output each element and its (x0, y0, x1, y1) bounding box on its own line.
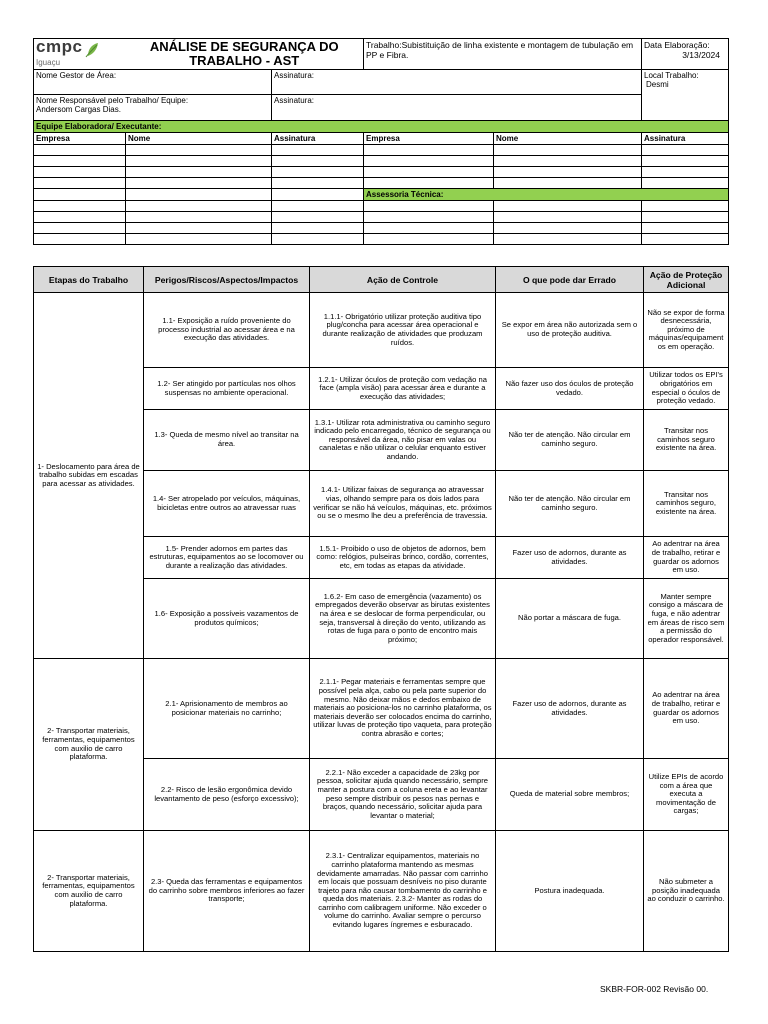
etapa-2: 2- Transportar materiais, ferramentas, equipamentos com auxilio de carro plataforma. (34, 659, 144, 831)
etapa-1: 1- Deslocamento para área de trabalho subidas em escadas para acessar as atividades. (34, 293, 144, 659)
protecao-cell: Ao adentrar na área de trabalho, retirar e guardar os adornos em uso. (644, 659, 729, 759)
perigo-cell: 1.1- Exposição a ruído proveniente do processo industrial ao acessar área e na execução das atividades. (144, 293, 310, 368)
equipe-row (34, 178, 729, 189)
equipe-row (34, 167, 729, 178)
page-title-cell (126, 39, 364, 70)
logo (34, 36, 126, 70)
acao-cell: 1.6.2- Em caso de emergência (vazamento) os empregados deverão observar as birutas existentes na área e se deslocar de forma perpendicular, ou seja, transversal à direção do vento, utilizando as rotas de fuga para o ponto de encontro mais próximo; (310, 579, 496, 659)
errado-cell: Fazer uso de adornos, durante as atividades. (496, 537, 644, 579)
perigo-cell: 2.2- Risco de lesão ergonômica devido levantamento de peso (esforço excessivo); (144, 759, 310, 831)
protecao-cell: Ao adentrar na área de trabalho, retirar e guardar os adornos em uso. (644, 537, 729, 579)
assessoria-row (34, 201, 729, 212)
protecao-cell: Transitar nos caminhos seguro, existente na área. (644, 471, 729, 537)
col-empresa-2: Empresa (364, 133, 494, 145)
data-value: 3/13/2024 (682, 50, 721, 60)
assinatura-gestor-cell (272, 70, 642, 95)
col-perigos: Perigos/Riscos/Aspectos/Impactos (144, 267, 310, 293)
errado-cell: Postura inadequada. (496, 831, 644, 952)
errado-cell: Não fazer uso dos óculos de proteção vedado. (496, 368, 644, 410)
data-label: Data Elaboração: (644, 40, 710, 50)
perigo-cell: 1.6- Exposição a possíveis vazamentos de produtos químicos; (144, 579, 310, 659)
gestor-label: Nome Gestor de Área: (36, 71, 117, 80)
acao-cell: 2.2.1- Não exceder a capacidade de 23kg por pessoa, solicitar ajuda quando necessário, sempre manter a postura com a coluna ereta e ao levantar peso sempre distribuir os pesos nas pernas e braços, quando necessário, solicitar ajuda para levantar o material; (310, 759, 496, 831)
perigo-cell: 1.5- Prender adornos em partes das estruturas, equipamentos ao se locomover ou durante a realização das atividades. (144, 537, 310, 579)
acao-cell: 1.5.1- Proibido o uso de objetos de adornos, bem como: relógios, pulseiras brinco, cordão, correntes, etc, em todas as etapas da atividade. (310, 537, 496, 579)
trabalho-cell (364, 39, 642, 70)
table-row (34, 659, 729, 759)
errado-cell: Não ter de atenção. Não circular em caminho seguro. (496, 471, 644, 537)
equipe-row (34, 156, 729, 167)
acao-cell: 1.4.1- Utilizar faixas de segurança ao atravessar vias, olhando sempre para os dois lados para verificar se não há veículos, máquinas, etc. próximos ou se o mesmo lhe deu a preferência de travessia. (310, 471, 496, 537)
logo-subtext: Iguaçu (36, 57, 61, 67)
perigo-cell: 1.2- Ser atingido por partículas nos olhos suspensas no ambiente operacional. (144, 368, 310, 410)
table-row (34, 831, 729, 952)
assinatura-label: Assinatura: (274, 71, 315, 80)
col-assinatura-2: Assinatura (642, 133, 729, 145)
leaf-icon (85, 42, 99, 58)
responsavel-label: Nome Responsável pelo Trabalho/ Equipe: (36, 96, 189, 105)
assinatura-label: Assinatura: (274, 96, 315, 105)
page-title: ANÁLISE DE SEGURANÇA DO TRABALHO - AST (149, 39, 339, 68)
responsavel-cell (34, 95, 272, 121)
assessoria-label: Assessoria Técnica: (364, 189, 729, 201)
assessoria-row (34, 223, 729, 234)
protecao-cell: Transitar nos caminhos seguro existente na área. (644, 410, 729, 471)
table-row (34, 293, 729, 368)
col-nome: Nome (126, 133, 272, 145)
responsavel-value: Andersom Cargas Dias. (36, 105, 121, 114)
footer-code: SKBR-FOR-002 Revisão 00. (600, 984, 709, 994)
protecao-cell: Manter sempre consigo a máscara de fuga, e não adentrar em áreas de risco sem a permissão do operador responsável. (644, 579, 729, 659)
perigo-cell: 2.1- Aprisionamento de membros ao posicionar materiais no carrinho; (144, 659, 310, 759)
local-value: Desmi (646, 80, 669, 89)
col-errado: O que pode dar Errado (496, 267, 644, 293)
local-label: Local Trabalho: (644, 71, 699, 80)
protecao-cell: Não submeter a posição inadequada ao conduzir o carrinho. (644, 831, 729, 952)
acao-cell: 1.1.1- Obrigatório utilizar proteção auditiva tipo plug/concha para acessar área operacional e durante realização de atividades que produzam ruídos. (310, 293, 496, 368)
perigo-cell: 1.4- Ser atropelado por veículos, máquinas, bicicletas entre outros ao atravessar ruas (144, 471, 310, 537)
gestor-cell (34, 70, 272, 95)
trabalho-text: Trabalho:Subistituição de linha existente e montagem de tubulação em PP e Fibra. (366, 40, 634, 60)
col-acao: Ação de Controle (310, 267, 496, 293)
equipe-label: Equipe Elaboradora/ Executante: (34, 121, 729, 133)
header-table (33, 38, 729, 245)
acao-cell: 2.1.1- Pegar materiais e ferramentas sempre que possível pela alça, cabo ou pela parte superior do mesmo. Não deixar mãos e dedos embaixo de materiais ao posiciona-los no carrinho plataforma, os materiais deverão ser colocados encima do carrinho, utilizar luvas de proteção tipo vaqueta, para proteção contra abrasão e cortes; (310, 659, 496, 759)
local-cell (642, 70, 729, 121)
protecao-cell: Não se expor de forma desnecessária, próximo de máquinas/equipament os em operação. (644, 293, 729, 368)
data-cell (642, 39, 729, 70)
errado-cell: Se expor em área não autorizada sem o uso de proteção auditiva. (496, 293, 644, 368)
acao-cell: 1.3.1- Utilizar rota administrativa ou caminho seguro indicado pelo encarregado, técnico de segurança ou responsável da área, não pisar em valas ou canaletas e não utilizar o celular enquanto estiver andando. (310, 410, 496, 471)
protecao-cell: Utilize EPIs de acordo com a área que executa a movimentação de cargas; (644, 759, 729, 831)
col-empresa: Empresa (34, 133, 126, 145)
col-etapas: Etapas do Trabalho (34, 267, 144, 293)
errado-cell: Não ter de atenção. Não circular em caminho seguro. (496, 410, 644, 471)
perigo-cell: 1.3- Queda de mesmo nível ao transitar na área. (144, 410, 310, 471)
col-protecao: Ação de Proteção Adicional (644, 267, 729, 293)
errado-cell: Não portar a máscara de fuga. (496, 579, 644, 659)
acao-cell: 2.3.1- Centralizar equipamentos, materiais no carrinho plataforma mantendo as mesmas devidamente amarradas. Não passar com carrinho em locais que possuam desníveis no piso durante trajeto para não causar tombamento do carrinho e queda dos materiais. 2.3.2- Manter as rodas do carrinho com calibragem uniforme. Não exceder o volume do carrinho. Avaliar sempre o percurso evitando lugares íngremes e esburacado. (310, 831, 496, 952)
assessoria-row (34, 212, 729, 223)
assessoria-row (34, 234, 729, 245)
etapa-3: 2- Transportar materiais, ferramentas, equipamentos com auxilio de carro plataforma. (34, 831, 144, 952)
acao-cell: 1.2.1- Utilizar óculos de proteção com vedação na face (ampla visão) para acessar área e durante a execução das atividades; (310, 368, 496, 410)
perigo-cell: 2.3- Queda das ferramentas e equipamentos do carrinho sobre membros inferiores ao fazer transporte; (144, 831, 310, 952)
errado-cell: Fazer uso de adornos, durante as atividades. (496, 659, 644, 759)
col-nome-2: Nome (494, 133, 642, 145)
assinatura-responsavel-cell (272, 95, 642, 121)
col-assinatura: Assinatura (272, 133, 364, 145)
analysis-table (33, 266, 729, 952)
logo-text: cmpc (36, 36, 83, 56)
errado-cell: Queda de material sobre membros; (496, 759, 644, 831)
protecao-cell: Utilizar todos os EPI's obrigatórios em especial o óculos de proteção vedado. (644, 368, 729, 410)
equipe-row (34, 145, 729, 156)
